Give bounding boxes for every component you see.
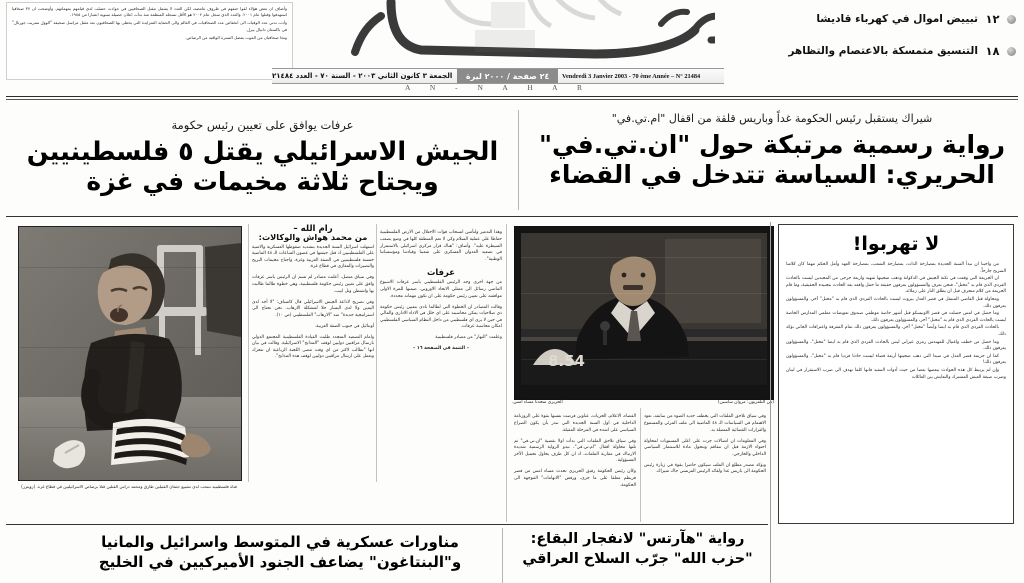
paragraph: وكان رئيس الحكومة رفيق الحريري تحدث مساء امس من قصر قريطم معلقا على ما جرى، ورفض "الاتهامات" الموجهة الى الحكومة. — [514, 469, 636, 488]
lead-story-left-headline — [10, 118, 515, 197]
paragraph: ومحاولة قتل القاضي المنتقل في قصر العدل بيروت ليست بالحادث الفردي الذي قام به "مختل" آخر، والمسؤولون يعرفون ذلك. — [786, 296, 1006, 309]
top-left-brief-box — [6, 2, 293, 80]
masthead-logo — [295, 0, 715, 64]
paragraph: بالحادث الفردي الذي قام به ايضا وأيضاً "مختل" آخر، والمسؤولون يعرفون ذلك تمام المعرفة واعترافات الجاني تؤكد ذلك. — [786, 325, 1006, 337]
divider-rule — [6, 99, 1018, 100]
index-page-number: ١٢ — [985, 12, 1000, 26]
index-item-label: التنسيق متمسكة بالاعتصام والتظاهر — [788, 45, 978, 57]
index-item-label: تبييض اموال في كهرباء قاديشا — [816, 13, 978, 25]
story-column-c — [514, 410, 636, 494]
paragraph: أوتنائيل في جنوب الضفة الغربية. — [314, 323, 374, 329]
paragraph: وقالت المصادر ان الخطوة التي لطالما نادى بتعيين رئيس حكومة ذي صلاحيات يمكن محاسبته على اي خلل في الاداء الاداري والمالي في حين لا يرى اي فلسطيني من داخل النظام السياسي الفلسطيني امكان محاسبة عرفات. — [380, 304, 502, 330]
editorial-divider — [770, 222, 771, 583]
masthead-latin-name: A N - N A H A R — [404, 83, 592, 92]
column-divider — [376, 224, 377, 482]
photo-palestinian-girl — [18, 226, 242, 481]
bullet-icon — [1007, 15, 1016, 24]
kicker-right: شيراك يستقبل رئيس الحكومة غداً وباريس قلقة من اقفال "ام.تي.في" — [611, 112, 933, 125]
bottom-divider — [502, 528, 503, 583]
date-arabic: الجمعة ٣ كانون الثاني ٢٠٠٣ - السنة ٧٠ - العدد ٢١٤٨٤ — [272, 72, 453, 80]
bottom-headline-right-line2[interactable]: "حزب الله" جرّب السلاح العراقي — [522, 550, 753, 567]
column-divider — [640, 408, 641, 522]
paragraph: وإن لم يرتبط كل هذه الحوادث ببعضها بعضا من حيث أدوات التنفيذ فانها كلما تهدف الى ضرب الاستقرار في لبنان وضرب صيغة العيش المشترك والتعايش بين العائلات — [786, 367, 1006, 380]
paragraph: وفي سياق متصل، أعلنت مصادر لم تسم ان الرئيس ياسر عرفات وافق على تعيين رئيس حكومة فلسطينية، وهي خطوة طالما طالبت بها واشنطن وتل ابيب. — [252, 275, 374, 294]
column-divider — [248, 224, 249, 482]
bottom-story-left — [60, 532, 500, 572]
paragraph: استهلت اسرائيل السنة الجديدة بتشديد ضغوطها العسكرية والامنية على الفلسطينيين اذ قتل جيشها في غضون الساعات الـ ٤٨ الماضية خمسة فلسطينيين في الضفة الغربية وغزة، واجتاح مخيمات البريج والنصيرات والمغازي في قطاع غزة. — [252, 244, 374, 270]
caption-credit: (من التلفزيون: مروان ساسين) — [717, 400, 774, 405]
caption-text: الحريري متحدثا مساء امس. — [512, 400, 563, 405]
index-list — [716, 12, 1016, 76]
divider-rule — [6, 216, 1018, 217]
paragraph: كما ان جريمة قصر العدل في صيدا التي ذهب ضحيتها أربعة قضاة ليست حادثا فرديا قام به "مختل"، والمسؤولون يعرفون ذلك! — [786, 353, 1006, 366]
svg-text:8.54: 8.54 — [547, 352, 585, 370]
story-column-d — [644, 410, 766, 480]
date-french: Vendredi 3 Janvier 2003 - 70 ème Année – N° 21484 — [562, 72, 701, 80]
paragraph: وفي المعلومات ان اتصالات جرت على اعلى المستويات لمحاولة احتواء الازمة قبل ان تتفاقم وتتحول مادة للاستثمار السياسي الداخلي والخارجي. — [644, 438, 766, 457]
dateline: رام الله – — [293, 224, 333, 234]
paragraph: وفي سياق تلاحق الملفات التي بدأت اولا بقضية "ان.تي.في" ثم تلتها محاولة اقفال "ام.تي.في"، تبدو الرواية الرسمية شديدة الارتباك في مقاربة الملفات، اذ ان كل طرف يحاول تحميل الآخر المسؤولية. — [514, 438, 636, 464]
paragraph: ان الجريمة التي وقعت في ثكنة الجيش في الدكوانة وذهب ضحيتها شهيد واربعة جرحى من المجندين ليست بالحادث الفردي الذي قام به "مختل"، فنحن نعرف والمسؤولون يعرفون حقيقة ما حمل واقعه بعد الحادث بتجنيده الحقيقية، وما قام الجريمة من كلام منحرف قبل ان يطلق النار على زملائه. — [786, 276, 1006, 295]
headline-divider — [518, 110, 519, 210]
paragraph: القضاء، الاعلام، الحريات، عناوين فرضت نفسها بقوة على الروزنامة الداخلية في اول السنة الجديدة التي تنذر بأن يكون الصراع السياسي على اشده في المرحلة المقبلة. — [514, 414, 636, 433]
bottom-headline-left-line1[interactable]: مناورات عسكرية في المتوسط واسرائيل والمانيا — [101, 533, 459, 551]
story-column-a — [252, 226, 374, 365]
brief-paragraph: وأضاف ان بعض هؤلاء لقوا حتفهم في ظروف غامضة، لكن العدد لا يشمل مقتل الصحافيين في حوادث حصلت لدى قيامهم بمهماتهم. وأوضحت ان ٣٧ صحافيا استهدفوا وقتلوا عام ٢٠٠١. والعدد الذي سجل عام ٢٠٠٢ هو الأقل تسجله المنظمة منذ بدأت اعلان حصيلة سنوية اعتبارا من ١٩٨٥. — [12, 6, 288, 18]
paragraph: وما حصل من خطف واغتيال للمهندس رمزي عيراني ليس بالحادث الفردي الذي قام به ايضا "مختل"، والمسؤولون يعرفون ذلك. — [786, 339, 1006, 352]
divider-rule — [6, 96, 1018, 97]
bullet-icon — [1007, 47, 1016, 56]
headline-left-line1[interactable]: الجيش الاسرائيلي يقتل ٥ فلسطينيين — [26, 137, 499, 167]
paragraph: وعلمت "النهار" من مصادر فلسطينية — [435, 335, 502, 341]
column-divider — [506, 224, 507, 522]
headline-left-line2[interactable]: ويجتاح ثلاثة مخيمات في غزة — [86, 167, 439, 196]
date-bar — [272, 68, 724, 84]
byline: من محمد هواش والوكالات: — [258, 231, 368, 242]
photo-caption-girl: فتاة فلسطينية تنتحب لدى تشييع جثمان القتيلين طارق ومحمد دراس القتلين قتلا برصاص الاسرائيليين في قطاع غزة. (رويترز) — [21, 484, 237, 489]
headline-right-line2[interactable]: الحريري: السياسة تتدخل في القضاء — [549, 160, 995, 189]
kicker-left: عرفات يوافق على تعيين رئيس حكومة — [171, 118, 354, 132]
brief-paragraph: وأدت تدني عدد الوفيات الى انخفاض عدد الصحافيات في العالم والى الحماية المتزايدة التي يحظى بها الصحافيون بعد مقتل مراسل صحيفة "الوول ستريت جورنال" في باكستان دانيال بيرل. — [12, 20, 287, 32]
bottom-headline-right-line1[interactable]: رواية "هآرتس" لانفجار البقاع: — [530, 531, 745, 547]
continuation-note: – التتمة في الصفحة ١٦ – — [412, 346, 469, 352]
index-item[interactable] — [716, 44, 1016, 58]
editorial-box — [778, 224, 1014, 524]
index-item[interactable] — [716, 12, 1016, 26]
headline-right-line1[interactable]: رواية رسمية مرتبكة حول "ان.تي.في" — [539, 130, 1005, 159]
paragraph: وهذا التدمير ولتأمين انسحاب قوات الاحتلال من الارض الفلسطينية حفاظا على عملية السلام وكي لا تعم المنطقة كلها في وضع يصعب السيطرة عليه". وأضاف: "هناك قرار مركزي اسرائيلي بالاستمرار في تصعيد العدوان العسكري على شعبنا وقيادتنا ومؤسساتنا الوطنية". — [380, 230, 502, 262]
paragraph: وما حصل في امس حصلت في قصر الاونيسكو قبل أشهر خاصة موظفي صندوق تعويضات معلمي المدارس الخاصة ليست بالحادث الفردي الذي قام به "مختل" آخر، والمسؤولون يعرفون ذلك. — [786, 311, 1006, 323]
paragraph: وامام التصعيد المتجدد طلبت القيادة الفلسطينية المجتمع الدولي بارسال مراقبين دوليين لوقف "المذابح" الاسرائيلية. وقالت في بيان انها "تطالب لاكثر من اي وقت مضى اللجنة الرباعية ان تتحرك وتعمل على ارسال مراقبين دوليين لوقف هذه المذابح". — [252, 334, 374, 360]
bottom-story-right — [505, 530, 770, 569]
paragraph: من جهة اخرى وجه الرئيس الفلسطيني ياسر عرفات الاسبوع الماضي رسائل الى ممثلي الاتحاد الاوروبي، ضمنها للمرة الاولى موافقته على تعيين رئيس حكومة على ان تكون مهماته محددة. — [380, 280, 502, 299]
index-page-number: ١٨ — [985, 44, 1000, 58]
body-content — [6, 222, 1018, 522]
paragraph: وفي تصريح لاذاعة الجيش الاسرائيلي قال كاتساف: "لا أجد لدى اليمين ولا لدى اليسار حلا لمشكلة الارهاب. نحن نحتاج الى استراتيجية جديدة" ضد "الارهاب" الفلسطيني (ص ١٠). — [252, 299, 374, 318]
photo-caption-hariri — [512, 400, 774, 405]
paragraph: وفي سياق تلاحق الملفات التي يخطف جديد الضوء من سابقه، تعود الاهتمام في السياسات الـ ٤٨ الماضية الى ملف المرئي والمسموع والقرارات القضائية المتصلة به. — [644, 414, 766, 433]
photo-hariri-on-tv — [514, 226, 774, 400]
story-column-b — [380, 226, 502, 353]
paragraph: ويؤكد مصدر مطلع ان الملف سيكون حاضرا بقوة في زيارة رئيس الحكومة الى باريس غدا ولقائه الرئيس الفرنسي جاك شيراك. — [644, 462, 766, 475]
editorial-title: لا تهربوا! — [852, 233, 940, 255]
price-and-pages: ٢٤ صفحة / ٢٠٠٠ ليرة — [457, 69, 558, 83]
paragraph: من واجبنا ان نبدأ السنة الجديدة بمصارحة الذات، بمصارحة الشعب، بمصارحة العهد وأمل الحكم مهما كان كلامنا الصريح جارحاً. — [786, 262, 1006, 274]
divider-rule — [6, 524, 768, 525]
brief-paragraph: ونجا صحافيان من الموت بفضل السترة الواقية من الرصاص. — [185, 34, 287, 40]
lead-story-right-headline — [522, 112, 1022, 190]
bottom-headline-left-line2[interactable]: و"البنتاغون" يضاعف الجنود الأميركيين في الخليج — [98, 553, 462, 571]
editorial-body — [786, 262, 1006, 381]
story-subhead: عرفات — [427, 267, 455, 278]
